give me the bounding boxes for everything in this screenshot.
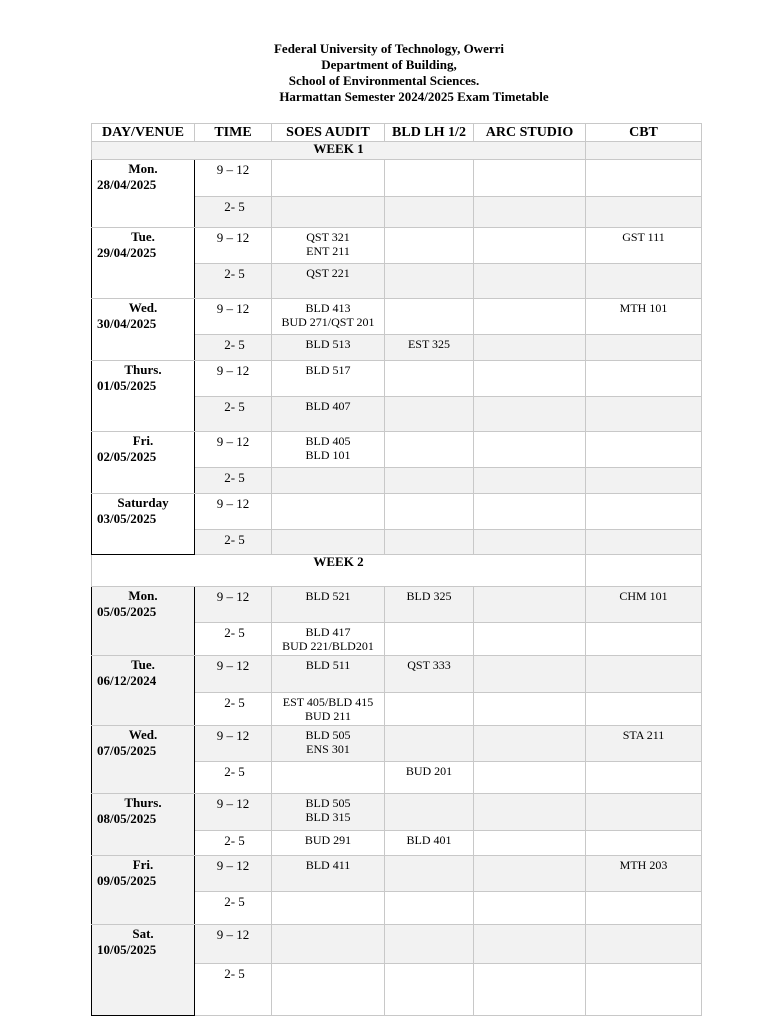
course-cell-cbt <box>586 361 702 397</box>
course-cell-arc <box>474 228 586 264</box>
session-row <box>92 794 702 831</box>
time-slot: 9 – 12 <box>195 925 272 964</box>
day-cell <box>92 160 195 228</box>
day-date: 30/04/2025 <box>97 316 157 331</box>
course-cell-soes: QST 321 ENT 211 <box>272 228 385 264</box>
course-cell-arc <box>474 587 586 623</box>
session-row <box>92 228 702 264</box>
day-name: Wed. <box>128 727 158 742</box>
col-header-arc-studio: ARC STUDIO <box>474 124 586 142</box>
course-cell-cbt <box>586 494 702 530</box>
course-cell-bld <box>385 494 474 530</box>
course-cell-arc <box>474 794 586 831</box>
day-name: Sat. <box>132 926 154 941</box>
course-cell-cbt <box>586 397 702 432</box>
week-label: WEEK 1 <box>92 142 586 160</box>
course-cell-arc <box>474 925 586 964</box>
course-cell-arc <box>474 432 586 468</box>
day-date: 02/05/2025 <box>97 449 157 464</box>
day-date: 10/05/2025 <box>97 942 157 957</box>
course-cell-bld <box>385 892 474 925</box>
time-slot: 2- 5 <box>195 693 272 726</box>
time-slot: 9 – 12 <box>195 856 272 892</box>
day-cell <box>92 726 195 794</box>
course-cell-arc <box>474 831 586 856</box>
course-cell-bld <box>385 160 474 197</box>
session-row <box>92 656 702 693</box>
day-cell <box>92 656 195 726</box>
week-cbt-cell <box>586 555 702 587</box>
course-cell-bld: BLD 401 <box>385 831 474 856</box>
day-name: Wed. <box>128 300 158 315</box>
day-name: Mon. <box>128 588 158 603</box>
day-date: 07/05/2025 <box>97 743 157 758</box>
course-cell-soes: BLD 505 ENS 301 <box>272 726 385 762</box>
course-cell-soes: BUD 291 <box>272 831 385 856</box>
course-cell-cbt <box>586 892 702 925</box>
time-slot: 2- 5 <box>195 831 272 856</box>
course-cell-bld <box>385 468 474 494</box>
course-cell-arc <box>474 656 586 693</box>
day-date: 08/05/2025 <box>97 811 157 826</box>
course-cell-cbt <box>586 794 702 831</box>
day-date: 03/05/2025 <box>97 511 157 526</box>
course-cell-soes: BLD 505 BLD 315 <box>272 794 385 831</box>
session-row <box>92 361 702 397</box>
course-cell-bld <box>385 794 474 831</box>
time-slot: 2- 5 <box>195 197 272 228</box>
course-cell-arc <box>474 726 586 762</box>
course-cell-cbt <box>586 656 702 693</box>
week-cbt-cell <box>586 142 702 160</box>
course-cell-bld <box>385 397 474 432</box>
course-cell-bld <box>385 228 474 264</box>
col-header-soes-audit: SOES AUDIT <box>272 124 385 142</box>
day-cell <box>92 925 195 1016</box>
school-name: School of Environmental Sciences. <box>288 73 480 88</box>
course-cell-bld <box>385 432 474 468</box>
day-name: Saturday <box>117 495 169 510</box>
course-cell-arc <box>474 530 586 555</box>
course-cell-bld: QST 333 <box>385 656 474 693</box>
col-header-day-venue: DAY/VENUE <box>92 124 195 142</box>
time-slot: 2- 5 <box>195 335 272 361</box>
day-cell <box>92 361 195 432</box>
course-cell-soes: BLD 521 <box>272 587 385 623</box>
course-cell-arc <box>474 264 586 299</box>
session-row <box>92 299 702 335</box>
course-cell-cbt <box>586 925 702 964</box>
course-cell-arc <box>474 361 586 397</box>
course-cell-soes: BLD 413 BUD 271/QST 201 <box>272 299 385 335</box>
course-cell-soes <box>272 964 385 1016</box>
time-slot: 9 – 12 <box>195 494 272 530</box>
course-cell-bld: BUD 201 <box>385 762 474 794</box>
course-cell-cbt <box>586 335 702 361</box>
course-cell-bld <box>385 693 474 726</box>
day-name: Fri. <box>132 857 154 872</box>
day-cell <box>92 299 195 361</box>
col-header-bld-lh: BLD LH 1/2 <box>385 124 474 142</box>
course-cell-bld <box>385 623 474 656</box>
day-cell <box>92 856 195 925</box>
course-cell-soes <box>272 925 385 964</box>
day-name: Mon. <box>128 161 158 176</box>
time-slot: 9 – 12 <box>195 587 272 623</box>
course-cell-arc <box>474 299 586 335</box>
course-cell-cbt <box>586 693 702 726</box>
time-slot: 2- 5 <box>195 623 272 656</box>
time-slot: 9 – 12 <box>195 160 272 197</box>
course-cell-arc <box>474 762 586 794</box>
time-slot: 2- 5 <box>195 397 272 432</box>
column-header-row <box>92 124 702 142</box>
day-date: 05/05/2025 <box>97 604 157 619</box>
course-cell-soes <box>272 762 385 794</box>
week-label: WEEK 2 <box>92 555 586 587</box>
session-row <box>92 432 702 468</box>
day-cell <box>92 432 195 494</box>
document-header <box>0 41 768 105</box>
course-cell-soes: BLD 511 <box>272 656 385 693</box>
course-cell-cbt <box>586 530 702 555</box>
time-slot: 9 – 12 <box>195 299 272 335</box>
session-row <box>92 587 702 623</box>
day-cell <box>92 228 195 299</box>
course-cell-cbt <box>586 160 702 197</box>
day-name: Tue. <box>131 229 155 244</box>
course-cell-bld <box>385 530 474 555</box>
course-cell-arc <box>474 892 586 925</box>
course-cell-soes <box>272 197 385 228</box>
col-header-cbt: CBT <box>586 124 702 142</box>
course-cell-soes: BLD 517 <box>272 361 385 397</box>
col-header-time: TIME <box>195 124 272 142</box>
day-cell <box>92 794 195 856</box>
time-slot: 2- 5 <box>195 892 272 925</box>
time-slot: 9 – 12 <box>195 794 272 831</box>
time-slot: 9 – 12 <box>195 228 272 264</box>
university-name: Federal University of Technology, Owerri <box>273 41 504 56</box>
course-cell-bld <box>385 856 474 892</box>
day-name: Tue. <box>131 657 155 672</box>
time-slot: 2- 5 <box>195 264 272 299</box>
day-date: 09/05/2025 <box>97 873 157 888</box>
course-cell-bld: BLD 325 <box>385 587 474 623</box>
course-cell-soes: BLD 407 <box>272 397 385 432</box>
timetable-body <box>92 142 702 1016</box>
time-slot: 9 – 12 <box>195 432 272 468</box>
day-date: 28/04/2025 <box>97 177 157 192</box>
week-row <box>92 555 702 587</box>
time-slot: 2- 5 <box>195 468 272 494</box>
course-cell-arc <box>474 623 586 656</box>
course-cell-soes <box>272 468 385 494</box>
course-cell-cbt: GST 111 <box>586 228 702 264</box>
exam-timetable <box>91 123 702 1016</box>
session-row <box>92 160 702 197</box>
course-cell-arc <box>474 856 586 892</box>
session-row <box>92 726 702 762</box>
course-cell-cbt <box>586 964 702 1016</box>
day-date: 29/04/2025 <box>97 245 157 260</box>
course-cell-arc <box>474 964 586 1016</box>
course-cell-soes: EST 405/BLD 415 BUD 211 <box>272 693 385 726</box>
course-cell-cbt <box>586 623 702 656</box>
course-cell-soes <box>272 892 385 925</box>
course-cell-cbt <box>586 468 702 494</box>
course-cell-bld <box>385 264 474 299</box>
course-cell-cbt <box>586 432 702 468</box>
session-row <box>92 856 702 892</box>
course-cell-arc <box>474 693 586 726</box>
course-cell-soes <box>272 494 385 530</box>
time-slot: 9 – 12 <box>195 726 272 762</box>
course-cell-arc <box>474 468 586 494</box>
department-name: Department of Building, <box>321 57 457 72</box>
time-slot: 9 – 12 <box>195 656 272 693</box>
course-cell-cbt: STA 211 <box>586 726 702 762</box>
course-cell-soes: QST 221 <box>272 264 385 299</box>
course-cell-soes <box>272 530 385 555</box>
course-cell-arc <box>474 160 586 197</box>
course-cell-bld <box>385 964 474 1016</box>
course-cell-cbt: CHM 101 <box>586 587 702 623</box>
course-cell-bld <box>385 361 474 397</box>
course-cell-soes: BLD 411 <box>272 856 385 892</box>
course-cell-cbt: MTH 101 <box>586 299 702 335</box>
course-cell-cbt: MTH 203 <box>586 856 702 892</box>
time-slot: 2- 5 <box>195 530 272 555</box>
course-cell-bld <box>385 197 474 228</box>
course-cell-cbt <box>586 197 702 228</box>
timetable-title: Harmattan Semester 2024/2025 Exam Timetable <box>279 89 549 104</box>
course-cell-cbt <box>586 831 702 856</box>
time-slot: 2- 5 <box>195 762 272 794</box>
course-cell-arc <box>474 494 586 530</box>
day-date: 06/12/2024 <box>97 673 157 688</box>
day-cell <box>92 587 195 656</box>
course-cell-bld: EST 325 <box>385 335 474 361</box>
course-cell-arc <box>474 335 586 361</box>
session-row <box>92 925 702 964</box>
course-cell-soes: BLD 513 <box>272 335 385 361</box>
time-slot: 2- 5 <box>195 964 272 1016</box>
course-cell-soes: BLD 405 BLD 101 <box>272 432 385 468</box>
day-name: Fri. <box>132 433 154 448</box>
course-cell-bld <box>385 726 474 762</box>
week-row <box>92 142 702 160</box>
time-slot: 9 – 12 <box>195 361 272 397</box>
course-cell-arc <box>474 397 586 432</box>
course-cell-bld <box>385 299 474 335</box>
course-cell-arc <box>474 197 586 228</box>
day-cell <box>92 494 195 555</box>
session-row <box>92 494 702 530</box>
course-cell-cbt <box>586 762 702 794</box>
day-name: Thurs. <box>124 362 162 377</box>
course-cell-cbt <box>586 264 702 299</box>
day-name: Thurs. <box>124 795 162 810</box>
course-cell-soes: BLD 417 BUD 221/BLD201 <box>272 623 385 656</box>
course-cell-soes <box>272 160 385 197</box>
course-cell-bld <box>385 925 474 964</box>
day-date: 01/05/2025 <box>97 378 157 393</box>
